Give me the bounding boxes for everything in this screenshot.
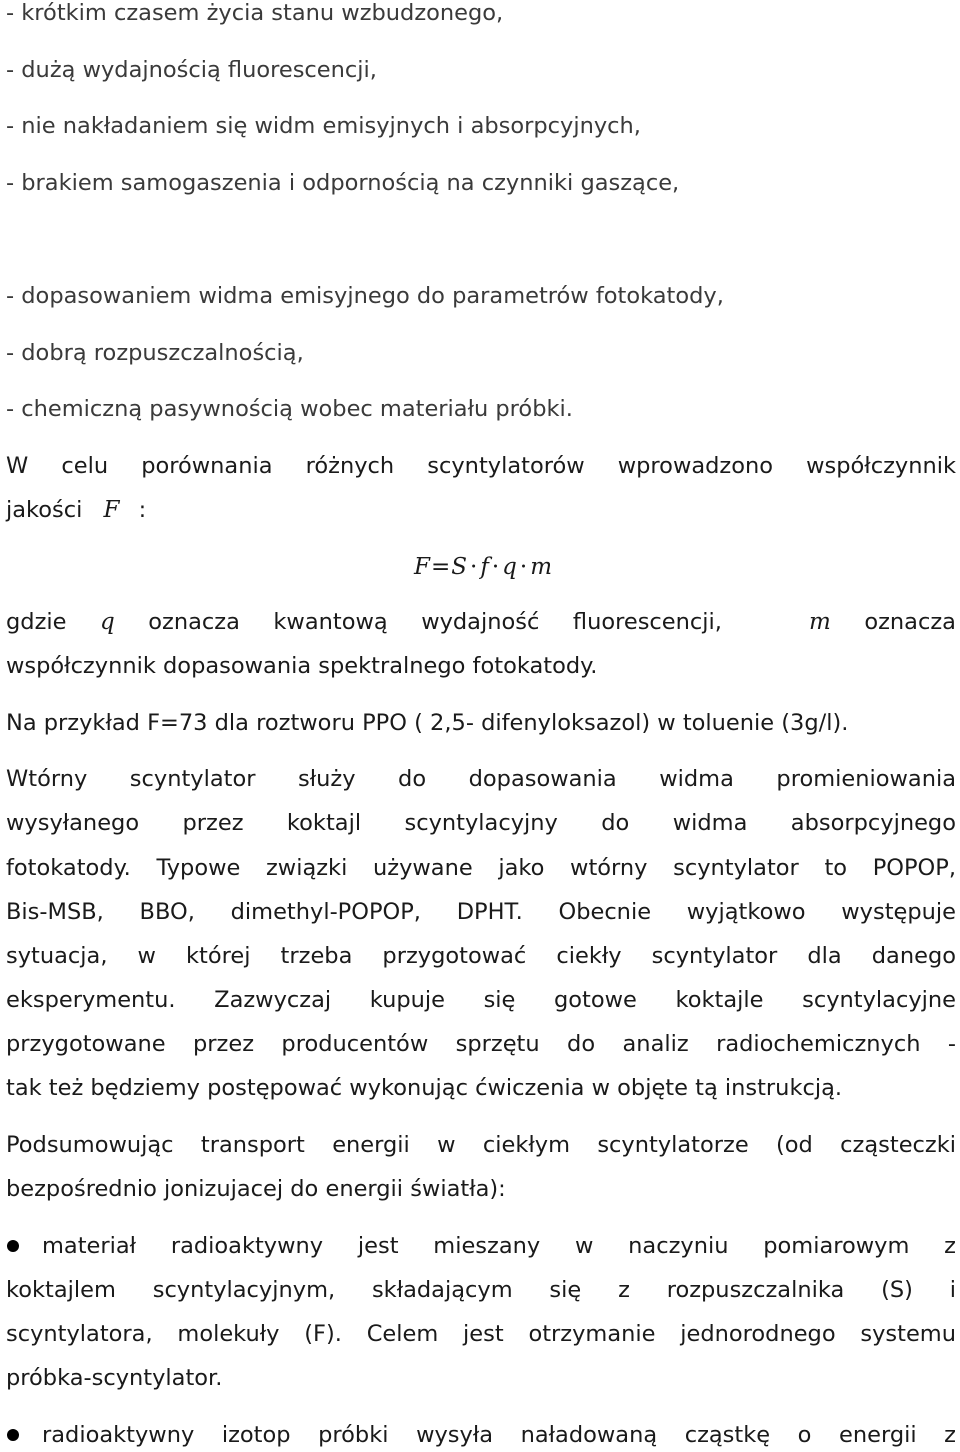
paragraph-line: sytuacja, w której trzeba przygotować ciekły scyntylator dla danego: [6, 943, 956, 969]
formula-q: q: [502, 554, 517, 580]
formula-f: f: [480, 554, 489, 580]
bullet-line: radioaktywny izotop próbki wysyła naładowaną cząstkę o energii z: [42, 1422, 956, 1448]
paragraph-line: [6, 495, 146, 525]
formula-m: m: [530, 554, 553, 580]
spacer: [755, 607, 775, 637]
paragraph-line: eksperymentu. Zazwyczaj kupuje się gotowe koktajle scyntylacyjne: [6, 987, 956, 1013]
formula: [414, 552, 552, 582]
formula-lhs: F: [414, 554, 430, 580]
list-item: - krótkim czasem życia stanu wzbudzonego,: [6, 0, 504, 26]
text-fragment: kwantową: [273, 609, 388, 635]
paragraph-line: współczynnik dopasowania spektralnego fotokatody.: [6, 653, 598, 679]
list-item: - dobrą rozpuszczalnością,: [6, 340, 304, 366]
paragraph-line: przygotowane przez producentów sprzętu do analiz radiochemicznych -: [6, 1031, 956, 1057]
text-fragment: :: [138, 497, 147, 523]
list-item: - dopasowaniem widma emisyjnego do parametrów fotokatody,: [6, 283, 724, 309]
paragraph-line: bezpośrednio jonizujacej do energii światła):: [6, 1176, 506, 1202]
list-item: - nie nakładaniem się widm emisyjnych i absorpcyjnych,: [6, 113, 641, 139]
paragraph-line: tak też będziemy postępować wykonując ćwiczenia w objęte tą instrukcją.: [6, 1075, 843, 1101]
bullet-line: scyntylatora, molekuły (F). Celem jest otrzymanie jednorodnego systemu: [6, 1321, 956, 1347]
text-fragment: oznacza: [148, 609, 240, 635]
math-symbol-q: q: [100, 609, 115, 635]
bullet-line: materiał radioaktywny jest mieszany w naczyniu pomiarowym z: [42, 1233, 956, 1259]
math-symbol-m: m: [808, 609, 831, 635]
paragraph-line: fotokatody. Typowe związki używane jako wtórny scyntylator to POPOP,: [6, 855, 956, 881]
formula-s: S: [451, 554, 468, 580]
text-fragment: oznacza: [864, 609, 956, 635]
text-fragment: gdzie: [6, 609, 67, 635]
math-symbol-f: F: [103, 497, 120, 523]
paragraph-line: Na przykład F=73 dla roztworu PPO ( 2,5- difenyloksazol) w toluenie (3g/l).: [6, 710, 849, 736]
text-fragment: wydajność: [421, 609, 540, 635]
formula-dot: ·: [470, 554, 478, 580]
paragraph-line: wysyłanego przez koktajl scyntylacyjny do widma absorpcyjnego: [6, 810, 956, 836]
formula-dot: ·: [519, 554, 528, 580]
paragraph-line: Wtórny scyntylator służy do dopasowania widma promieniowania: [6, 766, 956, 792]
bullet-icon: [7, 1240, 19, 1252]
list-item: - chemiczną pasywnością wobec materiału próbki.: [6, 396, 573, 422]
list-item: - dużą wydajnością fluorescencji,: [6, 57, 377, 83]
paragraph-line: Podsumowując transport energii w ciekłym scyntylatorze (od cząsteczki: [6, 1132, 956, 1158]
paragraph-line: [6, 607, 956, 637]
paragraph-line: Bis-MSB, BBO, dimethyl-POPOP, DPHT. Obecnie wyjątkowo występuje: [6, 899, 956, 925]
text-fragment: jakości: [6, 497, 83, 523]
bullet-line: próbka-scyntylator.: [6, 1365, 223, 1391]
bullet-icon: [7, 1429, 19, 1441]
bullet-line: koktajlem scyntylacyjnym, składającym się z rozpuszczalnika (S) i: [6, 1277, 956, 1303]
formula-equals: =: [430, 554, 451, 580]
list-item: - brakiem samogaszenia i odpornością na czynniki gaszące,: [6, 170, 680, 196]
formula-dot: ·: [491, 554, 500, 580]
text-fragment: fluorescencji,: [572, 609, 722, 635]
paragraph-line: W celu porównania różnych scyntylatorów wprowadzono współczynnik: [6, 453, 956, 479]
